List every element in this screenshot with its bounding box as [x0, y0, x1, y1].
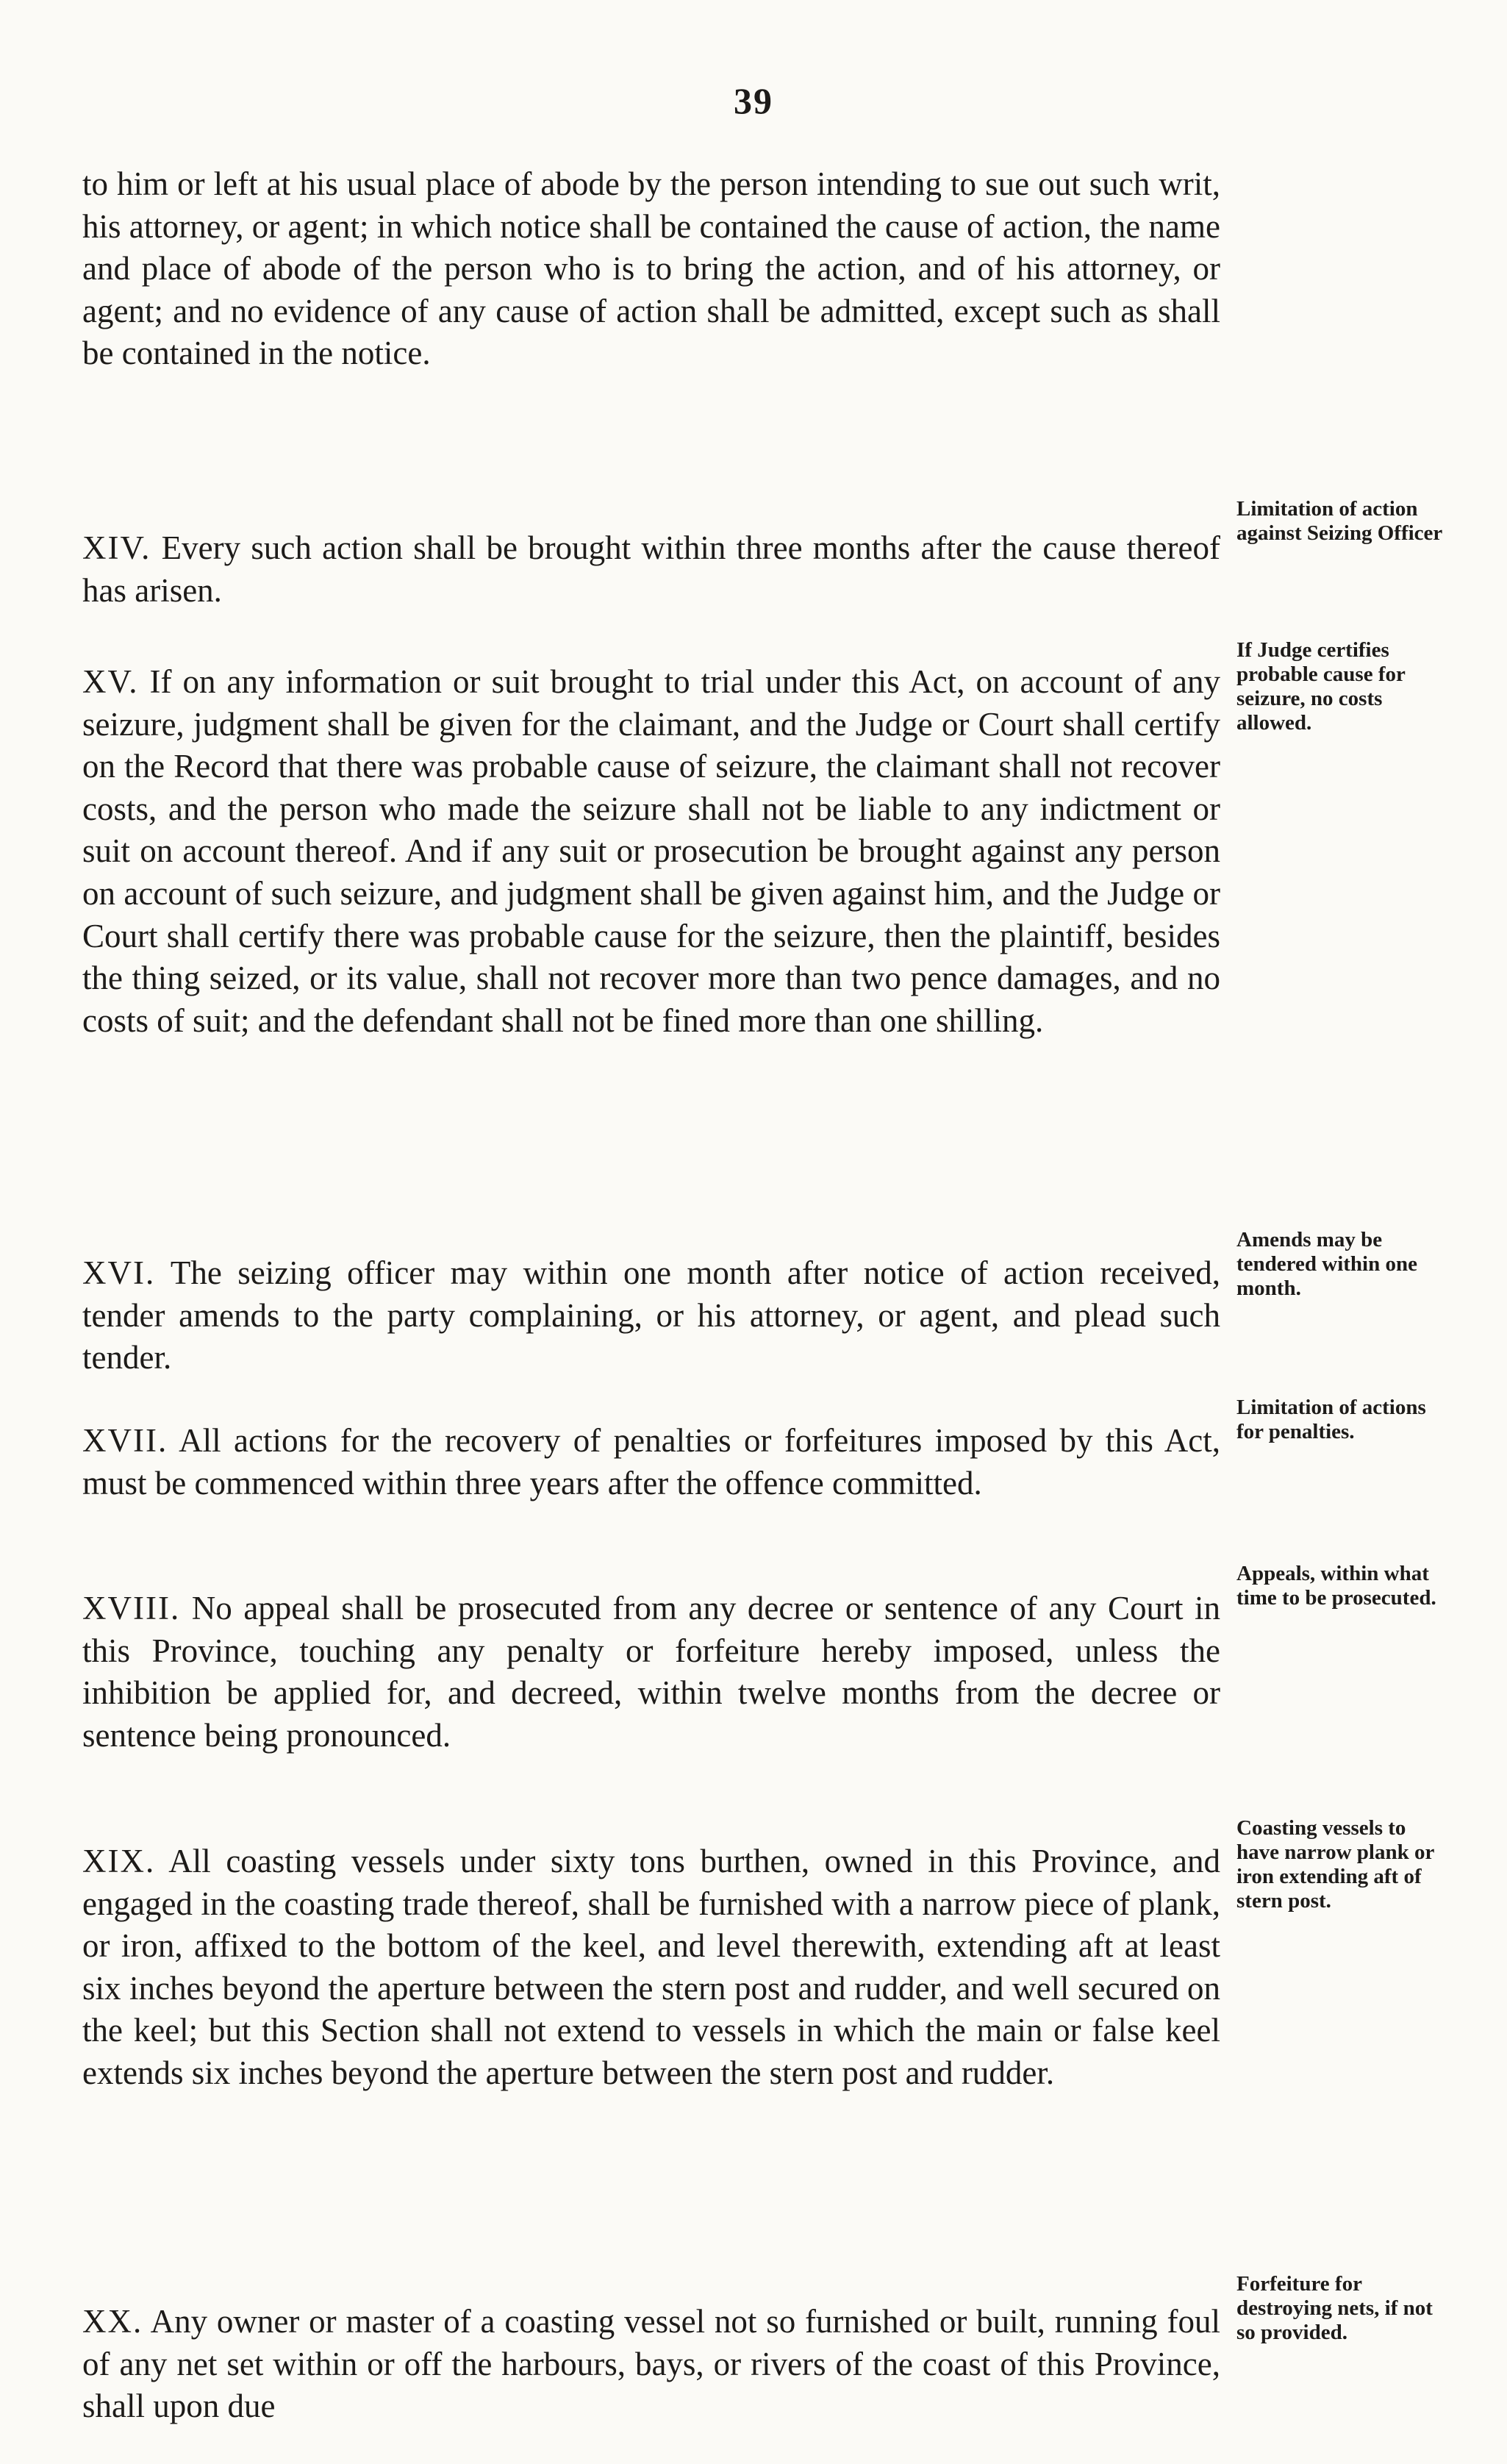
section-xix — [82, 1807, 1220, 2128]
section-xv — [82, 628, 1220, 1075]
section-numeral: XVI. — [82, 1254, 156, 1291]
margin-note-xvi: Amends may be tendered within one month. — [1236, 1228, 1417, 1300]
section-xx — [82, 2268, 1220, 2461]
section-numeral: XX. — [82, 2303, 143, 2340]
section-text: If on any information or suit brought to trial under this Act, on account of any seizure, judgment shall be given for the claimant, and the Judge or Court shall certify on the Record that there was probable cause of seizure, the claimant shall not recover costs, and the person who made the seizure shall not be liable to any indictment or suit on account thereof. And if any suit or prosecution be brought against any person on account of such seizure, and judgment shall be given against him, and the Judge or Court shall certify there was probable cause for the seizure, then the plaintiff, besides the thing seized, or its value, shall not recover more than two pence damages, and no costs of suit; and the defendant shall not be fined more than one shilling. — [82, 663, 1221, 1039]
section-text: Every such action shall be brought within three months after the cause thereof has arisen. — [82, 529, 1220, 609]
page-number: 39 — [734, 80, 773, 121]
margin-note-xvii: Limitation of actions for penalties. — [1236, 1396, 1426, 1443]
section-numeral: XIV. — [82, 529, 151, 566]
section-numeral: XVII. — [82, 1422, 168, 1459]
margin-note-xix: Coasting vessels to have narrow plank or iron extending aft of stern post. — [1236, 1816, 1434, 1913]
section-numeral: XVIII. — [82, 1590, 181, 1626]
intro-paragraph: to him or left at his usual place of abode by the person intending to sue out such writ, his attorney, or agent; in which notice shall be contained the cause of action, the name and place of abode of the person who is to bring the action, and of his attorney, or agent; and no evidence of any cause of action shall be admitted, except such as shall be contained in the notice. — [82, 165, 1220, 372]
section-text: All actions for the recovery of penalties or forfeitures imposed by this Act, must be commenced within three years after the offence committed. — [82, 1422, 1220, 1501]
section-xviii — [82, 1554, 1220, 1790]
section-xvi — [82, 1219, 1220, 1413]
margin-note-xx: Forfeiture for destroying nets, if not so provided. — [1236, 2272, 1433, 2344]
margin-note-xiv: Limitation of action against Seizing Officer — [1236, 497, 1443, 545]
section-numeral: XIX. — [82, 1843, 156, 1879]
section-xiv — [82, 494, 1220, 645]
section-text: No appeal shall be prosecuted from any decree or sentence of any Court in this Province, touching any penalty or forfeiture hereby imposed, unless the inhibition be applied for, and decreed, within twelve months from the decree or sentence being pronounced. — [82, 1590, 1221, 1754]
section-numeral: XV. — [82, 663, 139, 700]
margin-note-xv: If Judge certifies probable cause for seizure, no costs allowed. — [1236, 638, 1406, 735]
section-text: Any owner or master of a coasting vessel not so furnished or built, running foul of any net set within or off the harbours, bays, or rivers of the coast of this Province, shall upon due — [82, 2303, 1220, 2425]
margin-note-xviii: Appeals, within what time to be prosecuted. — [1236, 1562, 1436, 1610]
section-xvii — [82, 1387, 1220, 1538]
section-text: All coasting vessels under sixty tons burthen, owned in this Province, and engaged in the coasting trade thereof, shall be furnished with a narrow piece of plank, or iron, affixed to the bottom of the keel, and level therewith, extending aft at least six inches beyond the aperture between the stern post and rudder, and well secured on the keel; but this Section shall not extend to vessels in which the main or false keel extends six inches beyond the aperture between the stern post and rudder. — [82, 1843, 1220, 2091]
section-text: The seizing officer may within one month after notice of action received, tender amends to the party complaining, or his attorney, or agent, and plead such tender. — [82, 1254, 1220, 1376]
